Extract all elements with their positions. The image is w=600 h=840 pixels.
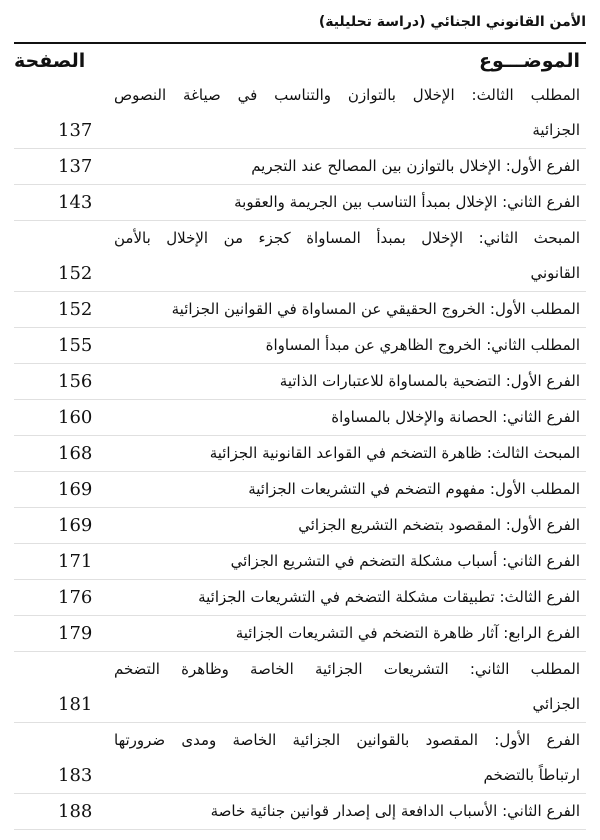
toc-entry-page-number: 169 bbox=[58, 515, 93, 536]
toc-entry-text: الفرع الأول: التضحية بالمساواة للاعتبارات الذاتية bbox=[279, 372, 580, 390]
toc-entry-page-number: 183 bbox=[58, 765, 93, 786]
toc-entry bbox=[14, 472, 586, 508]
toc-entry-page-number: 143 bbox=[58, 192, 93, 213]
toc-entry-text: القانوني bbox=[530, 264, 580, 282]
toc-entry bbox=[14, 508, 586, 544]
toc-entry-page-number: 176 bbox=[58, 587, 93, 608]
toc-entry-text: الفرع الثاني: أسباب مشكلة التضخم في التشريع الجزائي bbox=[230, 552, 580, 570]
toc-entry bbox=[14, 616, 586, 652]
toc-entry-text: الفرع الأول: المقصود بتضخم التشريع الجزائي bbox=[298, 516, 580, 534]
toc-entry-text: الفرع الثاني: الحصانة والإخلال بالمساواة bbox=[331, 408, 580, 426]
toc-entry-text: المطلب الثاني: الخروج الظاهري عن مبدأ المساواة bbox=[265, 336, 580, 354]
toc-entry-text: الجزائي bbox=[532, 695, 580, 713]
toc-entry-text: الفرع الثاني: الإخلال بمبدأ التناسب بين الجريمة والعقوبة bbox=[234, 193, 580, 211]
running-header: الأمن القانوني الجنائي (دراسة تحليلية) bbox=[318, 14, 586, 30]
toc-entry bbox=[14, 544, 586, 580]
toc-entry-text: ارتباطاً بالتضخم bbox=[483, 766, 580, 784]
toc-entry-text: الفرع الأول: المقصود بالقوانين الجزائية الخاصة ومدى ضرورتها bbox=[114, 731, 580, 749]
toc-entry-page-number: 155 bbox=[58, 335, 93, 356]
toc-entry-text: المطلب الثاني: التشريعات الجزائية الخاصة وظاهرة التضخم bbox=[114, 660, 580, 678]
column-header bbox=[14, 50, 586, 80]
toc-entry-text: المبحث الثالث: ظاهرة التضخم في القواعد القانونية الجزائية bbox=[209, 444, 580, 462]
toc-entry bbox=[14, 436, 586, 472]
toc-entry-page-number: 156 bbox=[58, 371, 93, 392]
toc-entry-page-number: 168 bbox=[58, 443, 93, 464]
toc-entry bbox=[14, 328, 586, 364]
toc-entry-text: المطلب الأول: الخروج الحقيقي عن المساواة في القوانين الجزائية bbox=[171, 300, 580, 318]
toc-entry bbox=[14, 580, 586, 616]
toc-entry-page-number: 137 bbox=[58, 120, 93, 141]
toc-entry-text: الفرع الثاني: الأسباب الدافعة إلى إصدار قوانين جنائية خاصة bbox=[210, 802, 580, 820]
topic-column-title: الموضـــوع bbox=[478, 50, 580, 72]
header-rule bbox=[14, 42, 586, 44]
toc-entry-page-number: 152 bbox=[58, 299, 93, 320]
toc-entry-page-number: 188 bbox=[58, 801, 93, 822]
toc-entry-page-number: 160 bbox=[58, 407, 93, 428]
toc-entry-text: المطلب الثالث: الإخلال بالتوازن والتناسب في صياغة النصوص bbox=[114, 86, 580, 104]
toc-entry-page-number: 171 bbox=[58, 551, 93, 572]
toc-entry bbox=[14, 794, 586, 830]
page-column-title: الصفحة bbox=[14, 50, 86, 72]
toc-entry-text: الفرع الثالث: تطبيقات مشكلة التضخم في التشريعات الجزائية bbox=[198, 588, 580, 606]
toc-entry bbox=[14, 149, 586, 185]
toc-entry bbox=[14, 78, 586, 149]
toc-entry-text: الجزائية bbox=[532, 121, 580, 139]
toc-entry bbox=[14, 723, 586, 794]
toc-entry-page-number: 137 bbox=[58, 156, 93, 177]
toc-entry bbox=[14, 400, 586, 436]
toc-entry bbox=[14, 652, 586, 723]
toc-entry-page-number: 181 bbox=[58, 694, 93, 715]
toc-entry bbox=[14, 292, 586, 328]
toc-entry-page-number: 179 bbox=[58, 623, 93, 644]
toc-entry bbox=[14, 221, 586, 292]
toc-entry-text: الفرع الرابع: آثار ظاهرة التضخم في التشريعات الجزائية bbox=[235, 624, 580, 642]
toc-entry-page-number: 169 bbox=[58, 479, 93, 500]
toc-entry-text: الفرع الأول: الإخلال بالتوازن بين المصالح عند التجريم bbox=[251, 157, 580, 175]
toc-entry-page-number: 152 bbox=[58, 263, 93, 284]
toc-entry-text: المطلب الأول: مفهوم التضخم في التشريعات الجزائية bbox=[248, 480, 580, 498]
toc-entry bbox=[14, 185, 586, 221]
table-of-contents bbox=[0, 78, 600, 830]
toc-entry bbox=[14, 364, 586, 400]
toc-entry-text: المبحث الثاني: الإخلال بمبدأ المساواة كجزء من الإخلال بالأمن bbox=[114, 229, 580, 247]
